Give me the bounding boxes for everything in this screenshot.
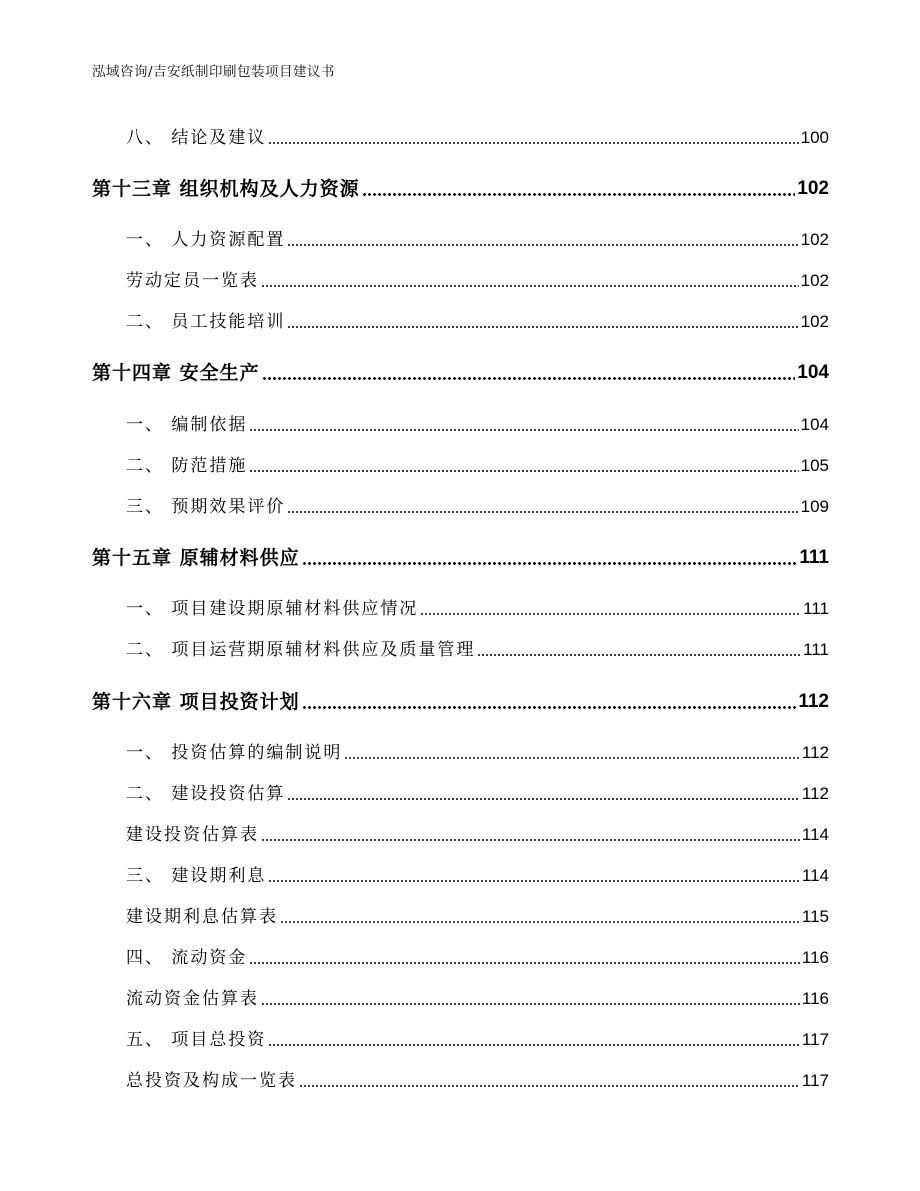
- toc-dot-leader: [287, 511, 798, 513]
- toc-page-number: 102: [800, 312, 829, 331]
- toc-page-number: 100: [800, 128, 829, 147]
- toc-page-number: 112: [801, 743, 829, 762]
- toc-dot-leader: [302, 562, 798, 565]
- toc-entry-title: 二、 建设投资估算: [126, 784, 286, 804]
- toc-entry[interactable]: [126, 263, 829, 293]
- toc-chapter-title: 第十五章 原辅材料供应: [92, 547, 300, 569]
- toc-page-number: 104: [800, 415, 829, 434]
- toc-page-number: 109: [800, 497, 829, 516]
- toc-dot-leader: [261, 1003, 800, 1005]
- toc-dot-leader: [362, 193, 796, 196]
- toc-page-number: 112: [801, 784, 829, 803]
- toc-entry[interactable]: [126, 735, 829, 765]
- toc-entry-title: 三、 预期效果评价: [126, 497, 286, 517]
- toc-entry[interactable]: [126, 222, 829, 252]
- toc-dot-leader: [268, 142, 798, 144]
- toc-entry-title: 一、 人力资源配置: [126, 230, 286, 250]
- toc-entry[interactable]: [126, 120, 829, 150]
- toc-entry[interactable]: [126, 489, 829, 519]
- toc-entry-title: 三、 建设期利息: [126, 866, 267, 886]
- toc-page-number: 102: [800, 230, 829, 249]
- toc-entry[interactable]: [126, 858, 829, 888]
- toc-page-number: 117: [801, 1071, 829, 1090]
- toc-entry-title: 二、 员工技能培训: [126, 312, 286, 332]
- toc-page-number: 114: [801, 866, 829, 885]
- toc-entry-title: 一、 投资估算的编制说明: [126, 743, 343, 763]
- toc-dot-leader: [420, 613, 801, 615]
- toc-dot-leader: [477, 654, 801, 656]
- toc-entry[interactable]: [126, 632, 829, 662]
- toc-entry-title: 建设期利息估算表: [126, 907, 278, 927]
- toc-chapter-entry[interactable]: [92, 540, 829, 570]
- toc-entry[interactable]: [126, 1063, 829, 1093]
- toc-chapter-title: 第十四章 安全生产: [92, 362, 260, 384]
- running-header: 泓域咨询/吉安纸制印刷包装项目建议书: [92, 64, 336, 80]
- toc-page-number: 111: [803, 640, 829, 659]
- toc-page-number: 111: [799, 547, 829, 568]
- toc-entry[interactable]: [126, 304, 829, 334]
- toc-entry[interactable]: [126, 776, 829, 806]
- toc-dot-leader: [268, 1044, 799, 1046]
- toc-dot-leader: [302, 706, 797, 709]
- toc-dot-leader: [287, 798, 799, 800]
- toc-dot-leader: [344, 757, 799, 759]
- toc-entry-title: 五、 项目总投资: [126, 1030, 267, 1050]
- toc-entry-title: 总投资及构成一览表: [126, 1071, 297, 1091]
- toc-dot-leader: [249, 429, 798, 431]
- toc-entry-title: 流动资金估算表: [126, 989, 259, 1009]
- toc-entry-title: 一、 项目建设期原辅材料供应情况: [126, 599, 419, 619]
- toc-entry-title: 二、 项目运营期原辅材料供应及质量管理: [126, 640, 476, 660]
- toc-dot-leader: [287, 244, 798, 246]
- toc-entry[interactable]: [126, 448, 829, 478]
- toc-page-number: 112: [798, 691, 829, 712]
- toc-dot-leader: [280, 921, 800, 923]
- toc-page-number: 102: [797, 178, 829, 199]
- toc-entry[interactable]: [126, 940, 829, 970]
- toc-entry[interactable]: [126, 591, 829, 621]
- toc-chapter-title: 第十六章 项目投资计划: [92, 691, 300, 713]
- toc-entry[interactable]: [126, 1022, 829, 1052]
- toc-chapter-entry[interactable]: [92, 355, 829, 385]
- toc-entry-title: 四、 流动资金: [126, 948, 248, 968]
- toc-entry-title: 一、 编制依据: [126, 415, 248, 435]
- toc-chapter-entry[interactable]: [92, 684, 829, 714]
- toc-entry-title: 劳动定员一览表: [126, 271, 259, 291]
- toc-entry-title: 二、 防范措施: [126, 456, 248, 476]
- toc-dot-leader: [299, 1085, 800, 1087]
- toc-page-number: 116: [801, 989, 829, 1008]
- toc-page-number: 115: [801, 907, 829, 926]
- toc-page-number: 116: [801, 948, 829, 967]
- toc-entry[interactable]: [126, 899, 829, 929]
- toc-page-number: 102: [800, 271, 829, 290]
- toc-dot-leader: [249, 470, 798, 472]
- toc-chapter-title: 第十三章 组织机构及人力资源: [92, 178, 360, 200]
- toc-entry-title: 建设投资估算表: [126, 825, 259, 845]
- toc-dot-leader: [261, 285, 799, 287]
- toc-page-number: 111: [803, 599, 829, 618]
- toc-entry[interactable]: [126, 817, 829, 847]
- toc-entry-title: 八、 结论及建议: [126, 128, 267, 148]
- toc-dot-leader: [262, 377, 796, 380]
- toc-dot-leader: [287, 326, 798, 328]
- toc-dot-leader: [261, 839, 800, 841]
- toc-page-number: 104: [797, 362, 829, 383]
- toc-page-number: 105: [800, 456, 829, 475]
- toc-page-number: 117: [801, 1030, 829, 1049]
- toc-dot-leader: [268, 880, 799, 882]
- toc-chapter-entry[interactable]: [92, 171, 829, 201]
- toc-dot-leader: [249, 962, 799, 964]
- toc-entry[interactable]: [126, 407, 829, 437]
- toc-page-number: 114: [801, 825, 829, 844]
- toc-entry[interactable]: [126, 981, 829, 1011]
